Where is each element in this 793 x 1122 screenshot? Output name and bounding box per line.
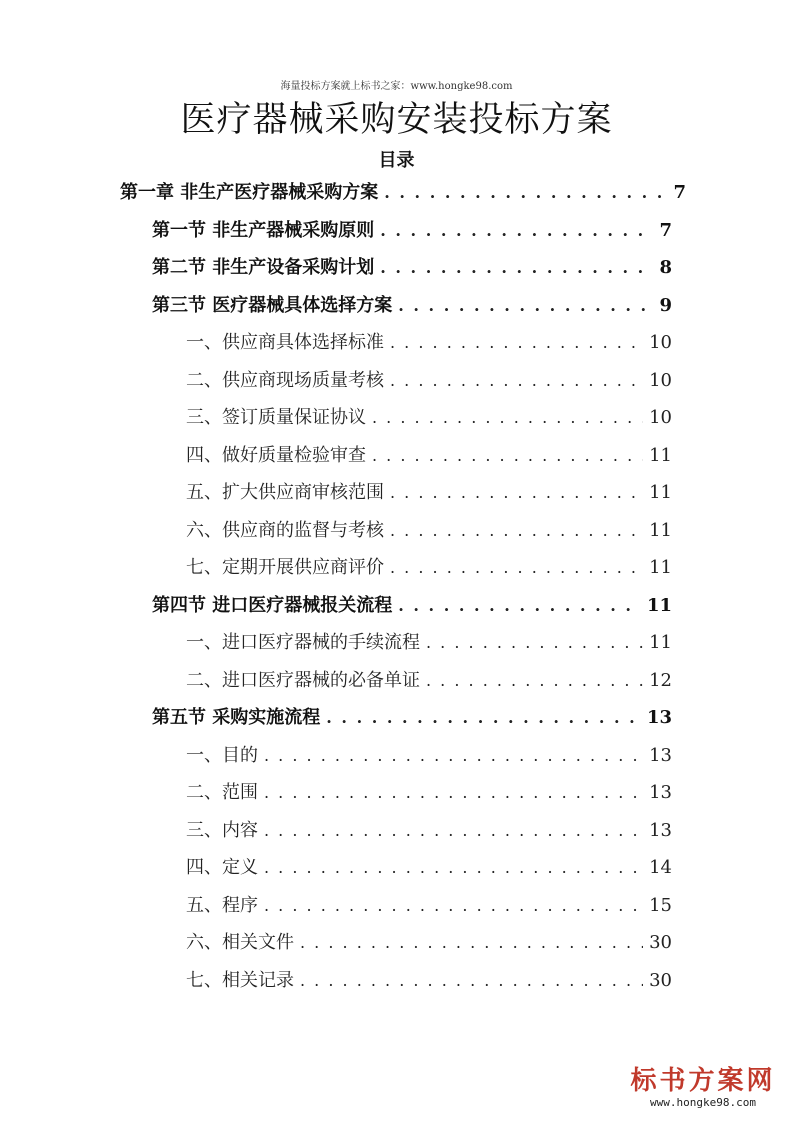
toc-leader-dots — [390, 558, 643, 577]
toc-title: 目录 — [378, 150, 415, 171]
watermark-url: www.hongke98.com — [650, 1096, 756, 1109]
toc-entry-item[interactable] — [186, 478, 672, 515]
toc-entry-label: 五、程序 — [186, 894, 258, 916]
toc-entry-item[interactable] — [186, 891, 672, 928]
toc-leader-dots — [380, 221, 653, 240]
toc-entry-label: 七、定期开展供应商评价 — [186, 557, 384, 578]
toc-entry-item[interactable] — [186, 741, 672, 778]
toc-entry-item[interactable] — [186, 516, 672, 553]
toc-entry-section-3[interactable] — [152, 291, 672, 328]
toc-entry-section-4[interactable] — [152, 591, 672, 628]
toc-entry-item[interactable] — [186, 628, 672, 665]
toc-entry-page: 13 — [649, 744, 672, 766]
toc-entry-label: 七、相关记录 — [186, 969, 294, 991]
toc-entry-page: 13 — [649, 782, 672, 803]
toc-entry-label: 五、扩大供应商审核范围 — [186, 482, 384, 503]
toc-entry-page: 15 — [649, 894, 672, 916]
toc-entry-label: 四、做好质量检验审查 — [186, 444, 366, 466]
toc-entry-page: 11 — [649, 519, 672, 541]
toc-leader-dots — [372, 408, 643, 427]
toc-leader-dots — [384, 183, 667, 202]
toc-entry-page: 10 — [649, 407, 672, 428]
toc-entry-page: 11 — [646, 594, 672, 616]
toc-leader-dots — [390, 521, 643, 540]
toc-entry-item[interactable] — [186, 441, 672, 478]
toc-leader-dots — [300, 971, 643, 990]
page-header: 海量投标方案就上标书之家：www.hongke98.com — [280, 81, 513, 92]
toc-entry-label: 第五节 采购实施流程 — [152, 707, 321, 728]
toc-leader-dots — [398, 296, 653, 315]
toc-entry-page: 30 — [649, 969, 672, 991]
toc-entry-page: 13 — [649, 819, 672, 841]
toc-entry-label: 第一节 非生产器械采购原则 — [152, 219, 375, 241]
toc-entry-label: 第一章 非生产医疗器械采购方案 — [120, 182, 379, 203]
toc-leader-dots — [264, 858, 643, 877]
toc-entry-page: 11 — [649, 632, 672, 653]
toc-entry-label: 二、进口医疗器械的必备单证 — [186, 669, 420, 691]
toc-leader-dots — [398, 596, 641, 615]
toc-entry-section-2[interactable] — [152, 253, 672, 290]
toc-entry-label: 第二节 非生产设备采购计划 — [152, 257, 375, 278]
toc-entry-label: 三、内容 — [186, 819, 258, 841]
toc-entry-page: 8 — [659, 257, 672, 278]
toc-entry-item[interactable] — [186, 366, 672, 403]
toc-entry-label: 一、进口医疗器械的手续流程 — [186, 632, 420, 653]
toc-entry-section-5[interactable] — [152, 703, 672, 740]
toc-entry-page: 11 — [649, 482, 672, 503]
toc-entry-item[interactable] — [186, 778, 672, 815]
toc-entry-label: 一、目的 — [186, 744, 258, 766]
toc-entry-item[interactable] — [186, 816, 672, 853]
toc-leader-dots — [372, 446, 643, 465]
toc-entry-page: 7 — [659, 219, 672, 241]
toc-entry-item[interactable] — [186, 966, 672, 1003]
toc-entry-item[interactable] — [186, 328, 672, 365]
document-title: 医疗器械采购安装投标方案 — [180, 100, 613, 140]
toc-entry-page: 7 — [673, 182, 686, 203]
toc-entry-label: 二、范围 — [186, 782, 258, 803]
toc-entry-item[interactable] — [186, 553, 672, 590]
toc-leader-dots — [264, 896, 643, 915]
toc-entry-label: 四、定义 — [186, 857, 258, 878]
toc-leader-dots — [390, 483, 643, 502]
toc-leader-dots — [264, 821, 643, 840]
toc-leader-dots — [390, 333, 643, 352]
toc-entry-label: 三、签订质量保证协议 — [186, 407, 366, 428]
toc-entry-label: 六、相关文件 — [186, 932, 294, 953]
toc-entry-page: 9 — [659, 294, 672, 316]
toc-leader-dots — [390, 371, 643, 390]
toc-entry-page: 10 — [649, 332, 672, 353]
toc-entry-item[interactable] — [186, 928, 672, 965]
toc-entry-item[interactable] — [186, 403, 672, 440]
toc-entry-page: 11 — [649, 557, 672, 578]
toc-entry-label: 一、供应商具体选择标准 — [186, 332, 384, 353]
toc-leader-dots — [426, 633, 643, 652]
toc-entry-label: 第四节 进口医疗器械报关流程 — [152, 594, 393, 616]
toc-entry-page: 12 — [649, 669, 672, 691]
toc-leader-dots — [326, 708, 641, 727]
toc-entry-label: 六、供应商的监督与考核 — [186, 519, 384, 541]
toc-entry-label: 第三节 医疗器械具体选择方案 — [152, 294, 393, 316]
toc-entry-item[interactable] — [186, 666, 672, 703]
toc-leader-dots — [380, 258, 653, 277]
toc-entry-label: 二、供应商现场质量考核 — [186, 369, 384, 391]
toc-entry-page: 14 — [649, 857, 672, 878]
toc-entry-page: 11 — [649, 444, 672, 466]
toc-leader-dots — [264, 783, 643, 802]
toc-entry-page: 30 — [649, 932, 672, 953]
watermark — [628, 1066, 778, 1110]
watermark-logo: 标书方案网 — [630, 1066, 776, 1096]
toc-leader-dots — [300, 933, 643, 952]
toc-entry-page: 13 — [646, 707, 672, 728]
toc-leader-dots — [426, 671, 643, 690]
toc-entry-chapter-1[interactable] — [120, 178, 686, 215]
toc-entry-item[interactable] — [186, 853, 672, 890]
toc-entry-section-1[interactable] — [152, 216, 672, 253]
toc-entry-page: 10 — [649, 369, 672, 391]
toc-leader-dots — [264, 746, 643, 765]
